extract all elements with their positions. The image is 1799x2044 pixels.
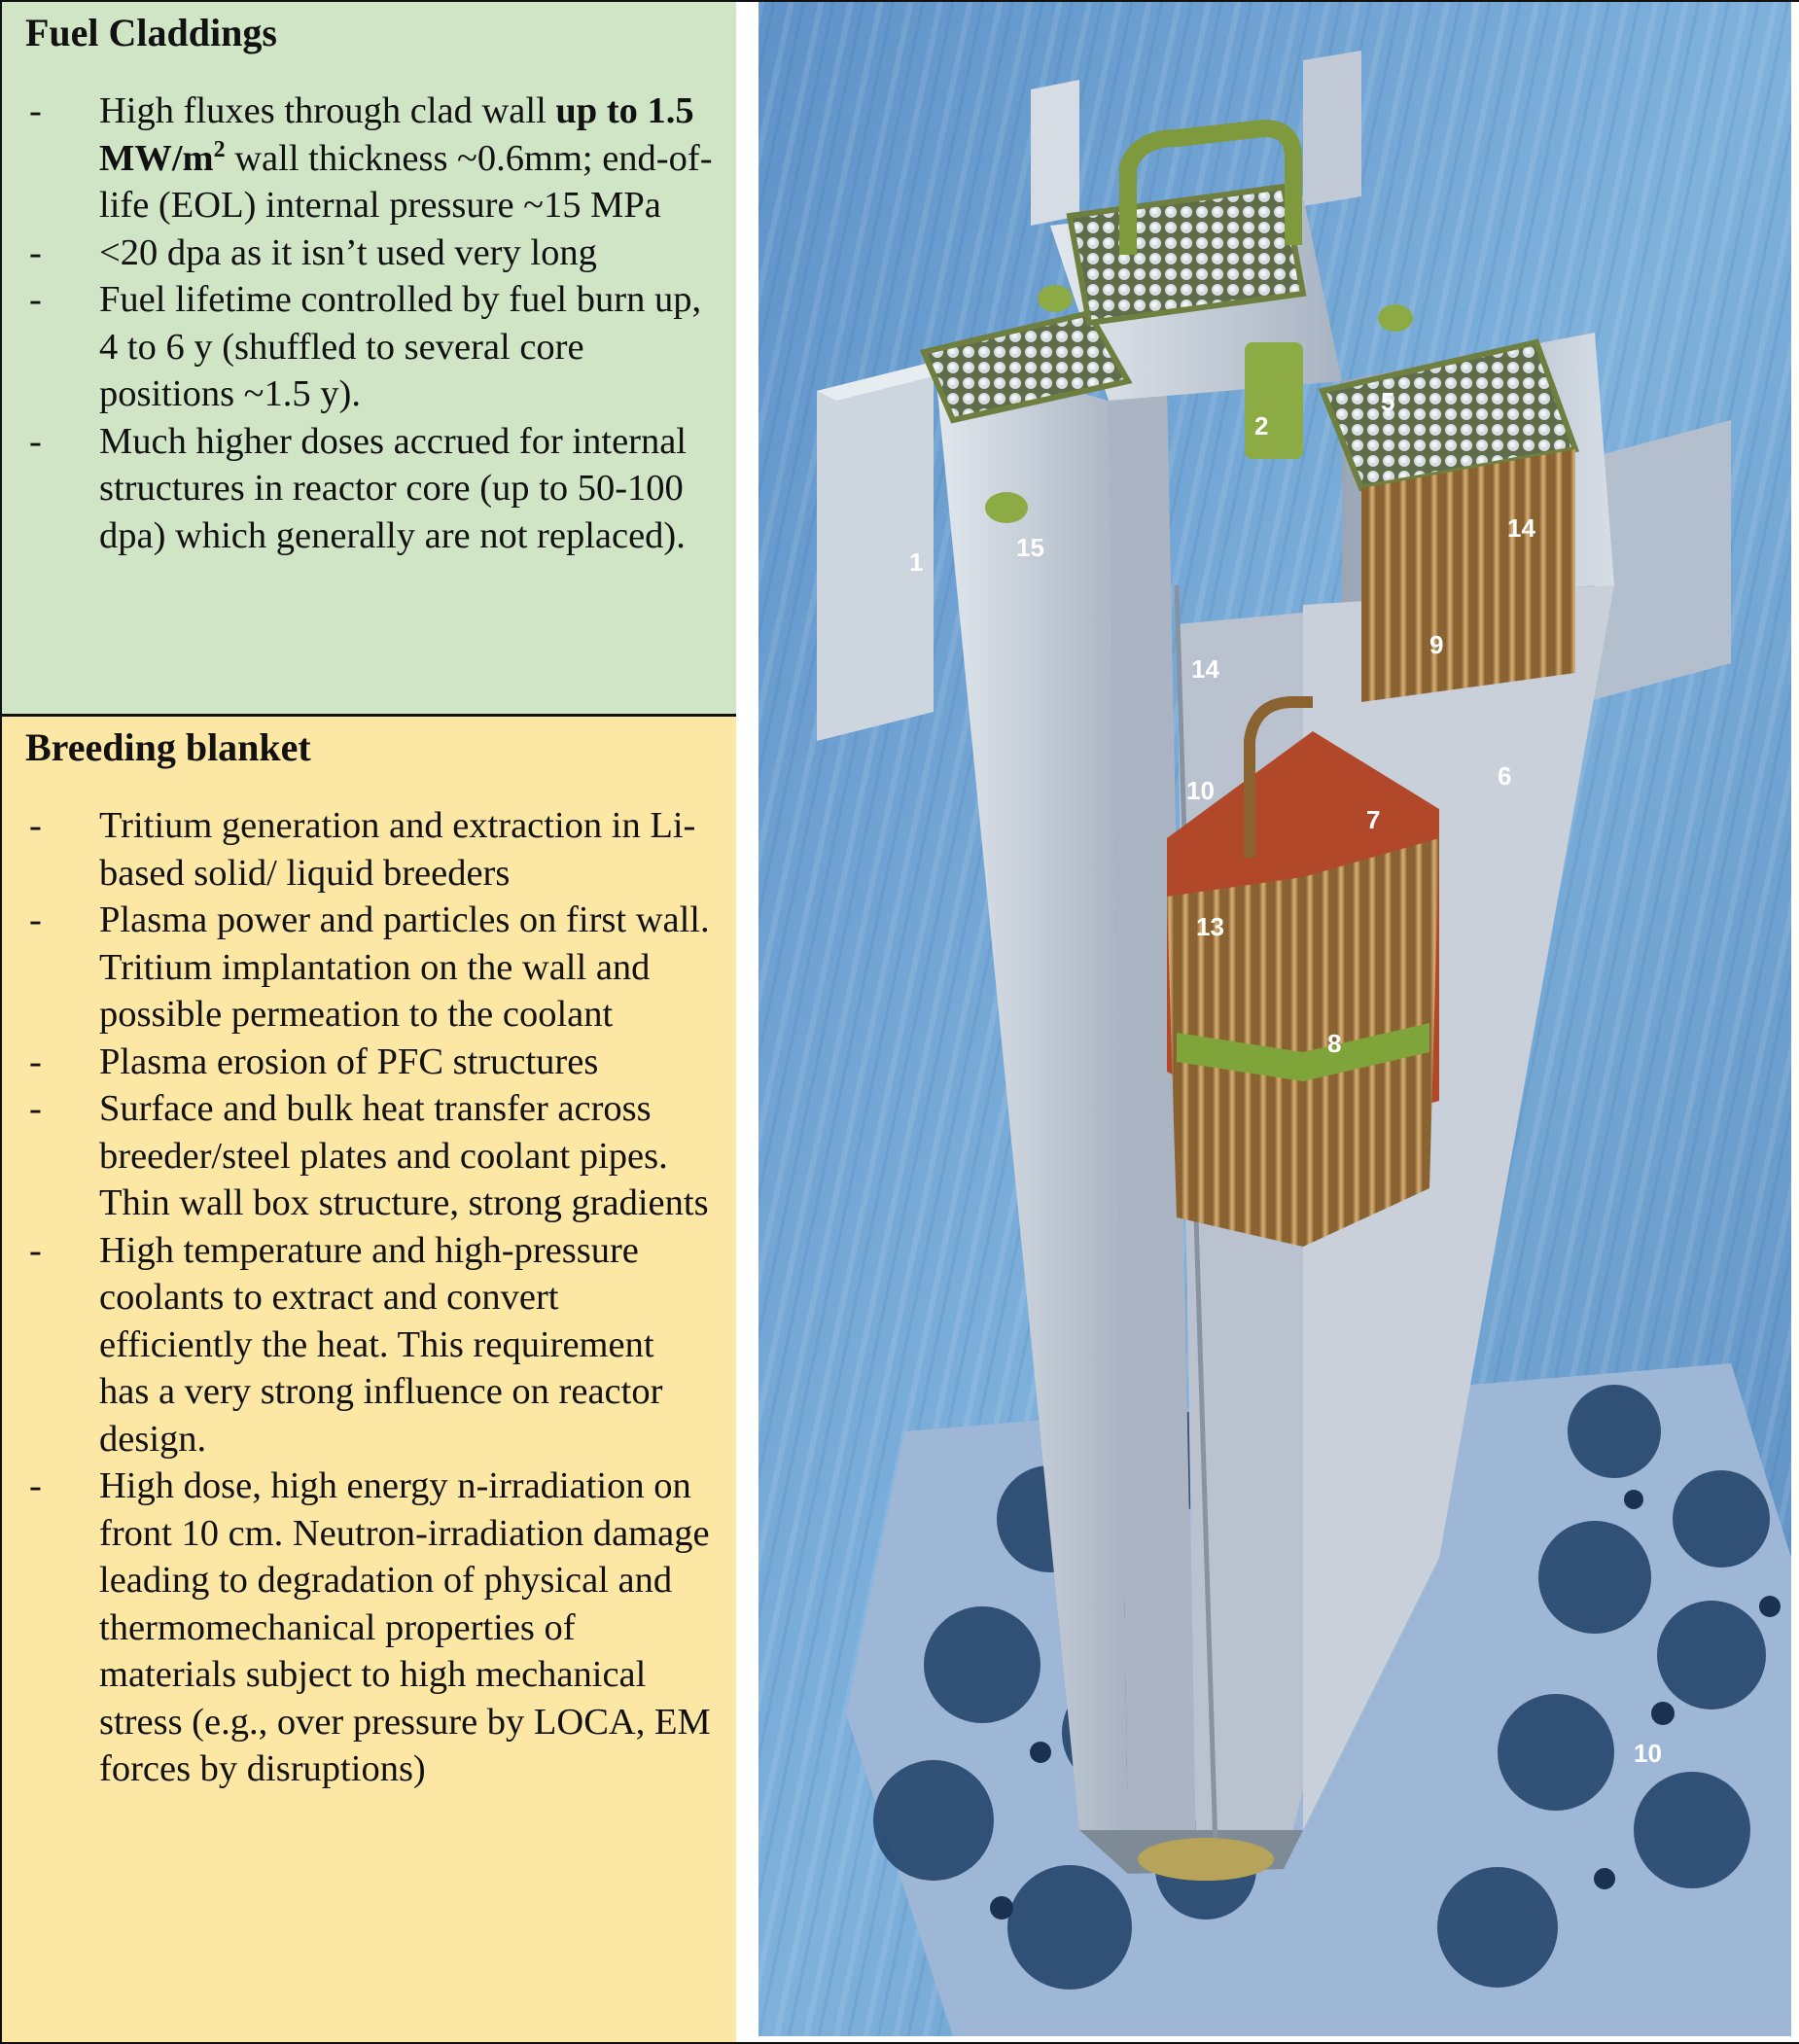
label-14-right: 14: [1507, 513, 1535, 543]
label-6: 6: [1498, 761, 1512, 791]
control-blade-back-right: [1303, 51, 1361, 206]
list-item: - Tritium generation and extraction in Li-based solid/ liquid breeders: [29, 805, 696, 894]
label-1: 1: [909, 547, 924, 577]
label-13: 13: [1196, 912, 1224, 941]
illustration-column: [739, 2, 1799, 2042]
label-15: 15: [1016, 533, 1044, 562]
list-item: - High fluxes through clad wall up to 1.5 $MW/m^2$ wall thickness ~0.6mm; end-of-life (EOL) internal pressure ~15 MPa: [29, 90, 713, 226]
list-item: - <20 dpa as it isn’t used very long: [29, 231, 597, 273]
fuel-claddings-list: [25, 88, 713, 559]
label-9: 9: [1429, 630, 1444, 659]
fuel-claddings-title: Fuel Claddings: [25, 11, 277, 54]
list-item: - Fuel lifetime controlled by fuel burn up, 4 to 6 y (shuffled to several core positions ~1.5 y).: [29, 279, 702, 414]
fuel-assembly-illustration: [758, 2, 1791, 2036]
label-10-upper: 10: [1186, 776, 1215, 805]
label-5: 5: [1381, 387, 1395, 416]
label-7: 7: [1366, 805, 1381, 834]
label-2: 2: [1254, 411, 1269, 441]
label-10-lower: 10: [1634, 1739, 1662, 1768]
list-item: - Much higher doses accrued for internal structures in reactor core (up to 50-100 dpa) which generally are not replaced).: [29, 420, 688, 556]
label-14-left: 14: [1191, 654, 1219, 684]
list-item: - Plasma power and particles on first wall. Tritium implantation on the wall and possible permeation to the coolant: [29, 899, 710, 1035]
list-item: - Surface and bulk heat transfer across breeder/steel plates and coolant pipes. Thin wall box structure, strong gradients: [29, 1088, 709, 1223]
list-item: - High dose, high energy n-irradiation on front 10 cm. Neutron-irradiation damage leading to degradation of physical and thermomechanical properties of materials subject to high mechanical stress (e.g., over pressure by LOCA, EM forces by disruptions): [29, 1465, 711, 1789]
control-blade-back-left: [1031, 80, 1079, 226]
list-item: - Plasma erosion of PFC structures: [29, 1040, 599, 1082]
label-8: 8: [1327, 1029, 1342, 1058]
fuel-claddings-panel: [2, 2, 736, 717]
lower-end-fitting: [1138, 1838, 1274, 1881]
text-column: [2, 2, 736, 2042]
list-item: - High temperature and high-pressure coolants to extract and convert efficiently the heat. This requirement has a very strong influence on reactor design.: [29, 1229, 663, 1460]
breeding-blanket-title: Breeding blanket: [25, 725, 311, 769]
fuel-rods-right: [1361, 449, 1575, 702]
breeding-blanket-list: [25, 802, 713, 1793]
breeding-blanket-panel: [2, 717, 736, 2042]
